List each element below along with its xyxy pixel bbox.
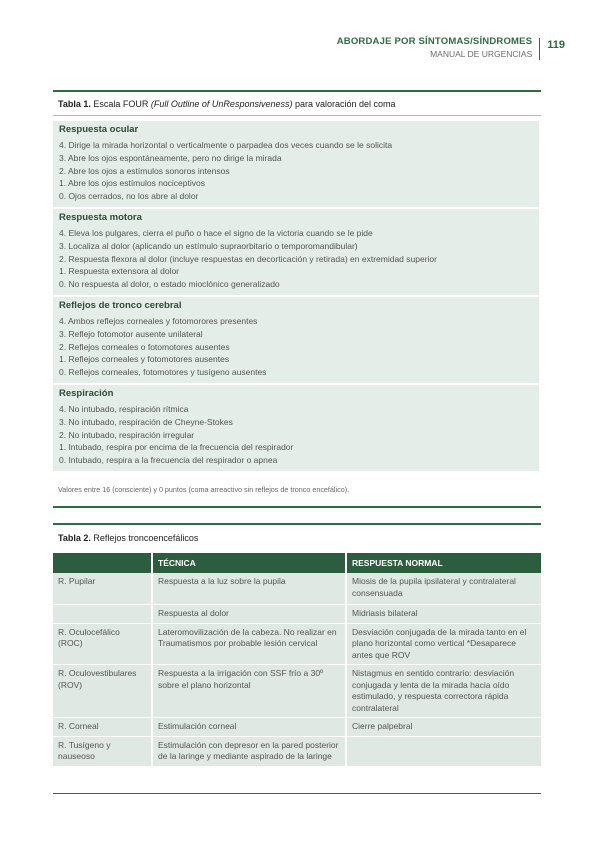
reflex-technique: Respuesta a la irrigación con SSF frío a 30º sobre el plano horizontal [152, 665, 346, 718]
list-item: 4. Eleva los pulgares, cierra el puño o hace el signo de la victoria cuando se le pide [59, 227, 373, 238]
section-respiracion [53, 385, 539, 471]
header-divider [539, 38, 540, 60]
list-item: 1. Intubado, respira por encima de la frecuencia del respirador [59, 442, 294, 453]
section-motora [53, 209, 539, 297]
section-ocular [53, 121, 539, 209]
reflex-response: Desviación conjugada de la mirada tanto en el plano horizontal como vertical *Desaparece antes que ROV [346, 623, 541, 665]
reflex-response: Miosis de la pupila ipsilateral y contralateral consensuada [346, 573, 541, 605]
header-cell-response: RESPUESTA NORMAL [346, 553, 541, 573]
list-item: 1. Reflejos corneales y fotomotores ausentes [59, 354, 230, 365]
list-item: 2. Respuesta flexora al dolor (incluye respuestas en decorticación y retirada) en extremidad superior [59, 253, 437, 264]
table-row [53, 573, 541, 605]
list-item: 1. Abre los ojos estímulos nociceptivos [59, 178, 205, 189]
brainstem-reflexes-table [53, 553, 541, 767]
reflex-name [53, 605, 152, 624]
list-item: 2. No intubado, respiración irregular [59, 429, 195, 440]
section-title: Reflejos de tronco cerebral [59, 299, 182, 311]
table2-caption-text: Reflejos troncoencefálicos [93, 533, 199, 543]
table1-caption [58, 99, 396, 109]
table1-label: Tabla 1. [58, 99, 91, 109]
table1-caption-post: para valoración del coma [294, 99, 396, 109]
reflex-technique: Estimulación corneal [152, 718, 346, 737]
table2-caption [58, 533, 198, 543]
table-row [53, 605, 541, 624]
table-row [53, 736, 541, 766]
header-title: ABORDAJE POR SÍNTOMAS/SÍNDROMES [336, 36, 533, 47]
reflex-response [346, 736, 541, 766]
list-item: 4. Ambos reflejos corneales y fotomorores presentes [59, 315, 258, 326]
list-item: 4. No intubado, respiración rítmica [59, 403, 189, 414]
reflex-name: R. Corneal [53, 718, 152, 737]
list-item: 3. Localiza al dolor (aplicando un estímulo supraorbitario o temporomandibular) [59, 240, 358, 251]
table1-caption-italic: (Full Outline of UnResponsiveness) [150, 99, 293, 109]
list-item: 3. No intubado, respiración de Cheyne-Stokes [59, 416, 233, 427]
reflex-technique: Lateromovilización de la cabeza. No realizar en Traumatismos por probable lesión cervical [152, 623, 346, 665]
table1-caption-rule [53, 115, 541, 116]
list-item: 0. Reflejos corneales, fotomotores y tusígeno ausentes [59, 367, 267, 378]
list-item: 2. Abre los ojos a estímulos sonoros intensos [59, 165, 230, 176]
reflex-technique: Respuesta a la luz sobre la pupila [152, 573, 346, 605]
page-number: 119 [547, 39, 565, 51]
section-tronco [53, 297, 539, 385]
reflex-response: Midriasis bilateral [346, 605, 541, 624]
table-header-row [53, 553, 541, 573]
list-item: 0. Ojos cerrados, no los abre al dolor [59, 191, 199, 202]
header-cell-name [53, 553, 152, 573]
table1-top-rule [53, 90, 541, 92]
list-item: 3. Abre los ojos espontáneamente, pero no dirige la mirada [59, 152, 282, 163]
reflex-name: R. Oculocefálico (ROC) [53, 623, 152, 665]
table-row [53, 623, 541, 665]
section-title: Respuesta ocular [59, 124, 139, 135]
header-text [337, 36, 533, 59]
reflex-response: Nistagmus en sentido contrario: desviación conjugada y lenta de la mirada hacia oído estimulado, y respuesta correctora rápida contralateral [346, 665, 541, 718]
section-title: Respuesta motora [59, 211, 142, 223]
list-item: 0. No respuesta al dolor, o estado mioclónico generalizado [59, 279, 280, 290]
table2-label: Tabla 2. [58, 533, 91, 543]
reflex-technique: Estimulación con depresor en la pared posterior de la laringe y mediante aspirado de la laringe [152, 736, 346, 766]
list-item: 3. Reflejo fotomotor ausente unilateral [59, 328, 203, 339]
reflex-response: Cierre palpebral [346, 718, 541, 737]
reflex-name: R. Oculovestibulares (ROV) [53, 665, 152, 718]
reflex-technique: Respuesta al dolor [152, 605, 346, 624]
list-item: 4. Dirige la mirada horizontal o verticalmente o parpadea dos veces cuando se le solicita [59, 140, 393, 150]
list-item: 1. Respuesta extensora al dolor [59, 266, 180, 277]
header-subtitle: MANUAL DE URGENCIAS [430, 49, 533, 59]
header-cell-technique: TÉCNICA [152, 553, 346, 573]
table1-bottom-rule [53, 506, 541, 508]
table2-bottom-rule [53, 793, 541, 794]
table2-top-rule [53, 523, 541, 525]
list-item: 0. Intubado, respira a la frecuencia del respirador o apnea [59, 455, 278, 466]
list-item: 2. Reflejos corneales o fotomotores ausentes [59, 341, 230, 352]
reflex-name: R. Tusígeno y nauseoso [53, 736, 152, 766]
table-row [53, 718, 541, 737]
reflex-name: R. Pupilar [53, 573, 152, 605]
page-header [337, 36, 565, 60]
table1-note: Valores entre 16 (consciente) y 0 puntos (coma arreactivo sin reflejos de tronco encefálico). [58, 485, 350, 494]
section-title: Respiración [59, 387, 114, 399]
table-row [53, 665, 541, 718]
table1-caption-pre: Escala FOUR [93, 99, 149, 109]
four-scale-table [53, 121, 539, 471]
